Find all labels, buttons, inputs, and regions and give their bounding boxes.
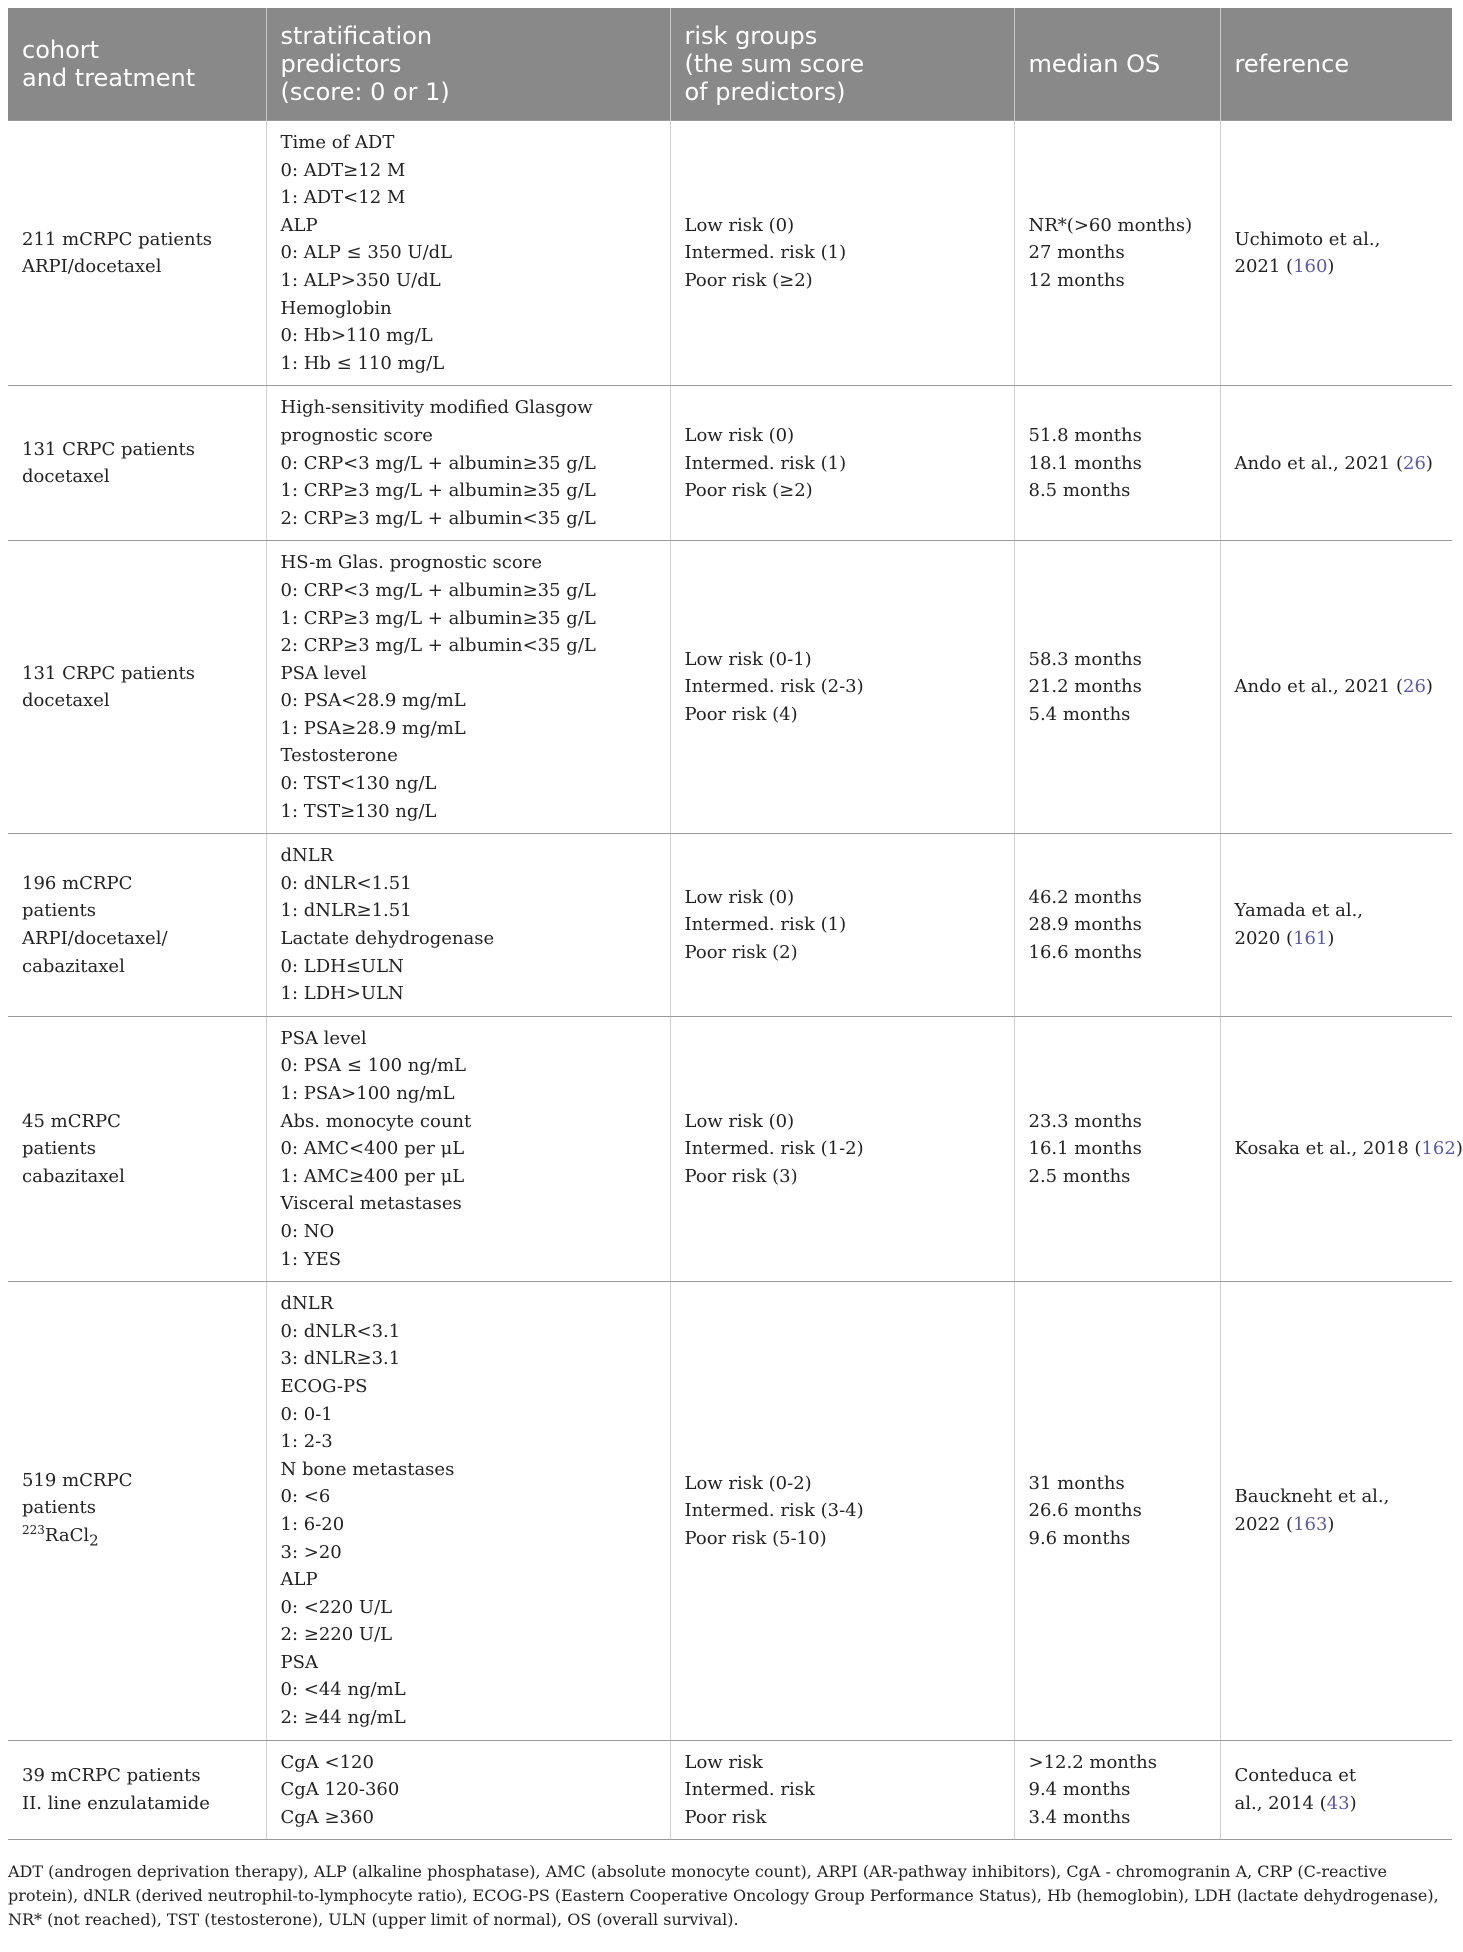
median-os-line: 9.6 months xyxy=(1028,1527,1131,1549)
predictor-line: prognostic score xyxy=(280,424,433,446)
citation-link[interactable]: 43 xyxy=(1326,1793,1350,1815)
reference-text-end: ) xyxy=(1349,1793,1357,1815)
predictor-line: Testosterone xyxy=(280,745,398,767)
cohort-line: 196 mCRPC xyxy=(22,872,133,894)
median-os-cell xyxy=(1014,1282,1220,1741)
predictor-line: PSA level xyxy=(280,662,367,684)
predictor-line: 1: TST≥130 ng/L xyxy=(280,800,437,822)
predictor-line: 0: <44 ng/mL xyxy=(280,1679,406,1701)
table-row xyxy=(8,541,1452,834)
median-os-line: 2.5 months xyxy=(1028,1165,1131,1187)
header-line: predictors xyxy=(280,50,402,78)
predictors-cell xyxy=(266,121,670,386)
reference-cell xyxy=(1220,121,1452,386)
risk-group-line: Low risk (0) xyxy=(684,424,795,446)
predictors-cell xyxy=(266,1016,670,1281)
reference-cell xyxy=(1220,834,1452,1017)
predictor-line: 2: CRP≥3 mg/L + albumin<35 g/L xyxy=(280,507,596,529)
risk-groups-cell xyxy=(670,1016,1014,1281)
risk-groups-cell xyxy=(670,1740,1014,1840)
header-line: stratification xyxy=(280,22,433,50)
header-line: of predictors) xyxy=(684,78,846,106)
predictor-line: 1: Hb ≤ 110 mg/L xyxy=(280,352,445,374)
header-line: risk groups xyxy=(684,22,818,50)
predictor-line: CgA 120-360 xyxy=(280,1779,400,1801)
median-os-line: 18.1 months xyxy=(1028,452,1142,474)
predictor-line: 0: PSA<28.9 mg/mL xyxy=(280,690,466,712)
cohort-line: 131 CRPC patients xyxy=(22,662,195,684)
median-os-line: 16.1 months xyxy=(1028,1138,1142,1160)
predictor-line: 0: PSA ≤ 100 ng/mL xyxy=(280,1055,466,1077)
predictor-line: 0: <6 xyxy=(280,1486,331,1508)
predictors-cell xyxy=(266,386,670,541)
risk-group-line: Low risk (0) xyxy=(684,1110,795,1132)
predictor-line: 1: PSA>100 ng/mL xyxy=(280,1083,455,1104)
predictor-line: 0: NO xyxy=(280,1220,335,1242)
cohort-line: patients xyxy=(22,1138,96,1160)
cohort-line: 45 mCRPC xyxy=(22,1110,121,1132)
predictor-line: ECOG-PS xyxy=(280,1375,368,1397)
predictors-cell xyxy=(266,541,670,834)
table-row xyxy=(8,121,1452,386)
predictor-line: 1: 2-3 xyxy=(280,1431,333,1453)
reference-text-end: ) xyxy=(1425,452,1433,474)
reference-text: 2020 ( xyxy=(1234,928,1294,950)
median-os-cell xyxy=(1014,121,1220,386)
reference-text-end: ) xyxy=(1327,928,1335,950)
predictor-line: 0: TST<130 ng/L xyxy=(280,773,437,795)
header-cohort xyxy=(8,8,266,121)
predictor-line: Lactate dehydrogenase xyxy=(280,928,495,950)
risk-group-line: Low risk (0) xyxy=(684,214,795,236)
reference-line xyxy=(1235,253,1439,281)
median-os-cell xyxy=(1014,1740,1220,1840)
reference-text: Ando et al., 2021 ( xyxy=(1234,676,1403,698)
cohort-cell xyxy=(8,541,266,834)
risk-stratification-table xyxy=(8,8,1463,1840)
header-line: (score: 0 or 1) xyxy=(280,78,450,106)
predictor-line: 1: AMC≥400 per μL xyxy=(280,1165,465,1187)
risk-group-line: Poor risk (≥2) xyxy=(684,480,813,502)
risk-group-line: Intermed. risk (1) xyxy=(684,914,847,936)
cohort-line: 131 CRPC patients xyxy=(22,438,195,460)
citation-link[interactable]: 160 xyxy=(1293,256,1328,278)
header-risk-groups xyxy=(670,8,1014,121)
header-line: and treatment xyxy=(22,64,196,92)
predictor-line: CgA <120 xyxy=(280,1751,374,1773)
risk-group-line: Poor risk (4) xyxy=(684,704,798,726)
compound-name: RaCl xyxy=(44,1524,90,1546)
predictor-line: 1: dNLR≥1.51 xyxy=(280,900,412,922)
reference-line xyxy=(1235,1762,1439,1790)
risk-group-line: Low risk (0-1) xyxy=(684,648,812,670)
predictor-line: 0: CRP<3 mg/L + albumin≥35 g/L xyxy=(280,452,596,474)
median-os-line: >12.2 months xyxy=(1028,1751,1157,1773)
median-os-line: 21.2 months xyxy=(1028,676,1142,698)
median-os-line: NR*(>60 months) xyxy=(1028,214,1193,236)
risk-group-line: Poor risk xyxy=(684,1806,767,1828)
reference-text-end: ) xyxy=(1425,676,1433,698)
median-os-cell xyxy=(1014,834,1220,1017)
reference-line xyxy=(1235,673,1439,701)
header-line: (the sum score xyxy=(684,50,865,78)
median-os-line: 23.3 months xyxy=(1028,1110,1142,1132)
header-reference xyxy=(1220,8,1452,121)
reference-text: 2022 ( xyxy=(1234,1513,1294,1535)
predictor-line: 0: dNLR<1.51 xyxy=(280,872,412,894)
predictor-line: Abs. monocyte count xyxy=(280,1110,472,1132)
table-container xyxy=(8,8,1463,1840)
predictor-line: PSA level xyxy=(280,1027,367,1049)
predictor-line: 0: 0-1 xyxy=(280,1403,333,1425)
reference-text: al., 2014 ( xyxy=(1234,1793,1327,1815)
cohort-line: 211 mCRPC patients xyxy=(22,228,213,250)
predictor-line: PSA xyxy=(280,1651,318,1673)
reference-text: Bauckneht et al., xyxy=(1234,1486,1390,1508)
table-header-row xyxy=(8,8,1452,121)
table-body xyxy=(8,121,1463,1840)
risk-group-line: Poor risk (3) xyxy=(684,1165,798,1187)
risk-group-line: Intermed. risk xyxy=(684,1779,815,1801)
predictor-line: Hemoglobin xyxy=(280,297,392,319)
risk-group-line: Poor risk (5-10) xyxy=(684,1527,827,1549)
risk-group-line: Intermed. risk (1) xyxy=(684,242,847,264)
predictor-line: 1: CRP≥3 mg/L + albumin≥35 g/L xyxy=(280,607,596,629)
risk-group-line: Low risk (0) xyxy=(684,886,795,908)
reference-line xyxy=(1234,1135,1463,1163)
reference-cell xyxy=(1220,386,1452,541)
table-footnote: ADT (androgen deprivation therapy), ALP (alkaline phosphatase), AMC (absolute monocyte count), ARPI (AR-pathway inhibitors), CgA - chromogranin A, CRP (C-reactive protein), dNLR (derived neutrophil-to-lymphocyte ratio), ECOG-PS (Eastern Cooperative Oncology Group Performance Status), Hb (hemoglobin), LDH (lactate dehydrogenase), NR* (not reached), TST (testosterone), ULN (upper limit of normal), OS (overall survival). xyxy=(8,1862,1439,1929)
predictor-line: ALP xyxy=(280,1569,318,1591)
cohort-line xyxy=(22,1522,252,1555)
predictors-cell xyxy=(266,1282,670,1741)
table-row xyxy=(8,386,1452,541)
reference-line xyxy=(1235,897,1439,925)
reference-line xyxy=(1235,1790,1439,1818)
reference-text: Kosaka et al., 2018 ( xyxy=(1234,1138,1422,1160)
reference-cell xyxy=(1220,1282,1452,1741)
median-os-line: 31 months xyxy=(1028,1472,1125,1494)
predictor-line: 1: LDH>ULN xyxy=(280,983,404,1005)
reference-text-end: ) xyxy=(1327,1513,1335,1535)
citation-link[interactable]: 161 xyxy=(1293,928,1328,950)
predictor-line: 0: dNLR<3.1 xyxy=(280,1320,401,1342)
predictor-line: 0: LDH≤ULN xyxy=(280,955,404,977)
risk-group-line: Intermed. risk (3-4) xyxy=(684,1500,864,1522)
median-os-line: 51.8 months xyxy=(1028,424,1142,446)
predictor-line: N bone metastases xyxy=(280,1458,455,1480)
predictor-line: 0: ALP ≤ 350 U/dL xyxy=(280,242,453,264)
predictor-line: 0: ADT≥12 M xyxy=(280,159,406,181)
predictor-line: 1: YES xyxy=(280,1248,342,1270)
predictor-line: 1: 6-20 xyxy=(280,1513,345,1535)
median-os-line: 3.4 months xyxy=(1028,1806,1131,1828)
predictor-line: HS-m Glas. prognostic score xyxy=(280,552,542,574)
median-os-line: 12 months xyxy=(1028,269,1125,291)
cohort-line: ARPI/docetaxel/ xyxy=(22,928,168,950)
predictor-line: 1: ALP>350 U/dL xyxy=(280,269,441,291)
predictor-line: 1: PSA≥28.9 mg/mL xyxy=(280,717,466,739)
predictor-line: dNLR xyxy=(280,1293,334,1315)
header-predictors xyxy=(266,8,670,121)
cohort-line: patients xyxy=(22,900,96,922)
citation-link[interactable]: 163 xyxy=(1293,1513,1328,1535)
reference-text: Ando et al., 2021 ( xyxy=(1234,452,1403,474)
cohort-line: docetaxel xyxy=(22,466,110,488)
predictor-line: 1: ADT<12 M xyxy=(280,187,406,209)
predictor-line: dNLR xyxy=(280,845,334,867)
citation-link[interactable]: 162 xyxy=(1421,1138,1456,1160)
risk-group-line: Low risk xyxy=(684,1751,763,1773)
median-os-cell xyxy=(1014,386,1220,541)
reference-line xyxy=(1235,226,1439,254)
predictor-line: 2: ≥44 ng/mL xyxy=(280,1707,406,1729)
risk-groups-cell xyxy=(670,834,1014,1017)
cohort-line: cabazitaxel xyxy=(22,955,125,977)
cohort-line: docetaxel xyxy=(22,690,110,712)
reference-text: Yamada et al., xyxy=(1234,900,1364,922)
predictor-line: 3: dNLR≥3.1 xyxy=(280,1348,401,1370)
predictor-line: 0: <220 U/L xyxy=(280,1596,393,1618)
reference-text: Conteduca et xyxy=(1234,1765,1357,1787)
risk-groups-cell xyxy=(670,1282,1014,1741)
citation-link[interactable]: 26 xyxy=(1403,676,1426,698)
predictor-line: 0: AMC<400 per μL xyxy=(280,1138,465,1160)
reference-cell xyxy=(1220,541,1452,834)
reference-line xyxy=(1235,450,1439,478)
median-os-line: 27 months xyxy=(1028,242,1125,264)
cohort-line: cabazitaxel xyxy=(22,1165,125,1187)
isotope-mass-number: 223 xyxy=(22,1522,45,1537)
cohort-cell xyxy=(8,1740,266,1840)
median-os-cell xyxy=(1014,541,1220,834)
median-os-line: 28.9 months xyxy=(1028,914,1142,936)
risk-group-line: Intermed. risk (1-2) xyxy=(684,1138,864,1160)
median-os-line: 8.5 months xyxy=(1028,480,1131,502)
cohort-line: 39 mCRPC patients xyxy=(22,1765,201,1787)
risk-groups-cell xyxy=(670,541,1014,834)
predictor-line: 2: ≥220 U/L xyxy=(280,1624,393,1646)
header-median-os xyxy=(1014,8,1220,121)
cohort-line: ARPI/docetaxel xyxy=(22,256,162,278)
reference-line xyxy=(1235,1511,1439,1539)
cohort-cell xyxy=(8,1282,266,1741)
header-line: median OS xyxy=(1028,50,1161,78)
predictor-line: 3: >20 xyxy=(280,1541,342,1563)
cohort-line: 519 mCRPC xyxy=(22,1469,133,1491)
risk-group-line: Poor risk (≥2) xyxy=(684,269,813,291)
predictor-line: 0: Hb>110 mg/L xyxy=(280,325,433,347)
median-os-cell xyxy=(1014,1016,1220,1281)
predictors-cell xyxy=(266,1740,670,1840)
table-row xyxy=(8,1282,1452,1741)
reference-line xyxy=(1235,925,1439,953)
risk-groups-cell xyxy=(670,386,1014,541)
reference-text-end: ) xyxy=(1327,256,1335,278)
table-row xyxy=(8,1740,1452,1840)
predictor-line: ALP xyxy=(280,214,318,236)
table-row xyxy=(8,834,1452,1017)
predictor-line: Visceral metastases xyxy=(280,1193,462,1215)
risk-group-line: Intermed. risk (1) xyxy=(684,452,847,474)
reference-text-end: ) xyxy=(1455,1138,1463,1160)
predictor-line: CgA ≥360 xyxy=(280,1806,374,1828)
header-line: cohort xyxy=(22,36,100,64)
cohort-line: II. line enzulatamide xyxy=(22,1793,210,1815)
reference-cell xyxy=(1220,1016,1463,1281)
predictor-line: High-sensitivity modified Glasgow xyxy=(280,397,593,419)
cohort-line: patients xyxy=(22,1497,96,1519)
reference-text: Uchimoto et al., xyxy=(1234,228,1381,250)
median-os-line: 58.3 months xyxy=(1028,648,1142,670)
cohort-cell xyxy=(8,834,266,1017)
cohort-cell xyxy=(8,386,266,541)
reference-cell xyxy=(1220,1740,1452,1840)
reference-text: 2021 ( xyxy=(1234,256,1294,278)
predictors-cell xyxy=(266,834,670,1017)
reference-line xyxy=(1235,1483,1439,1511)
risk-group-line: Intermed. risk (2-3) xyxy=(684,676,864,698)
median-os-line: 16.6 months xyxy=(1028,941,1142,963)
header-line: reference xyxy=(1234,50,1350,78)
predictor-line: 2: CRP≥3 mg/L + albumin<35 g/L xyxy=(280,635,596,657)
median-os-line: 46.2 months xyxy=(1028,886,1142,908)
median-os-line: 9.4 months xyxy=(1028,1779,1131,1801)
predictor-line: Time of ADT xyxy=(280,132,395,153)
cohort-cell xyxy=(8,121,266,386)
predictor-line: 1: CRP≥3 mg/L + albumin≥35 g/L xyxy=(280,480,596,502)
risk-group-line: Poor risk (2) xyxy=(684,941,798,963)
predictor-line: 0: CRP<3 mg/L + albumin≥35 g/L xyxy=(280,579,596,601)
cohort-cell xyxy=(8,1016,266,1281)
median-os-line: 5.4 months xyxy=(1028,704,1131,726)
compound-subscript: 2 xyxy=(89,1531,99,1550)
median-os-line: 26.6 months xyxy=(1028,1500,1142,1522)
risk-groups-cell xyxy=(670,121,1014,386)
table-row xyxy=(8,1016,1452,1281)
risk-group-line: Low risk (0-2) xyxy=(684,1472,812,1494)
citation-link[interactable]: 26 xyxy=(1403,452,1426,474)
